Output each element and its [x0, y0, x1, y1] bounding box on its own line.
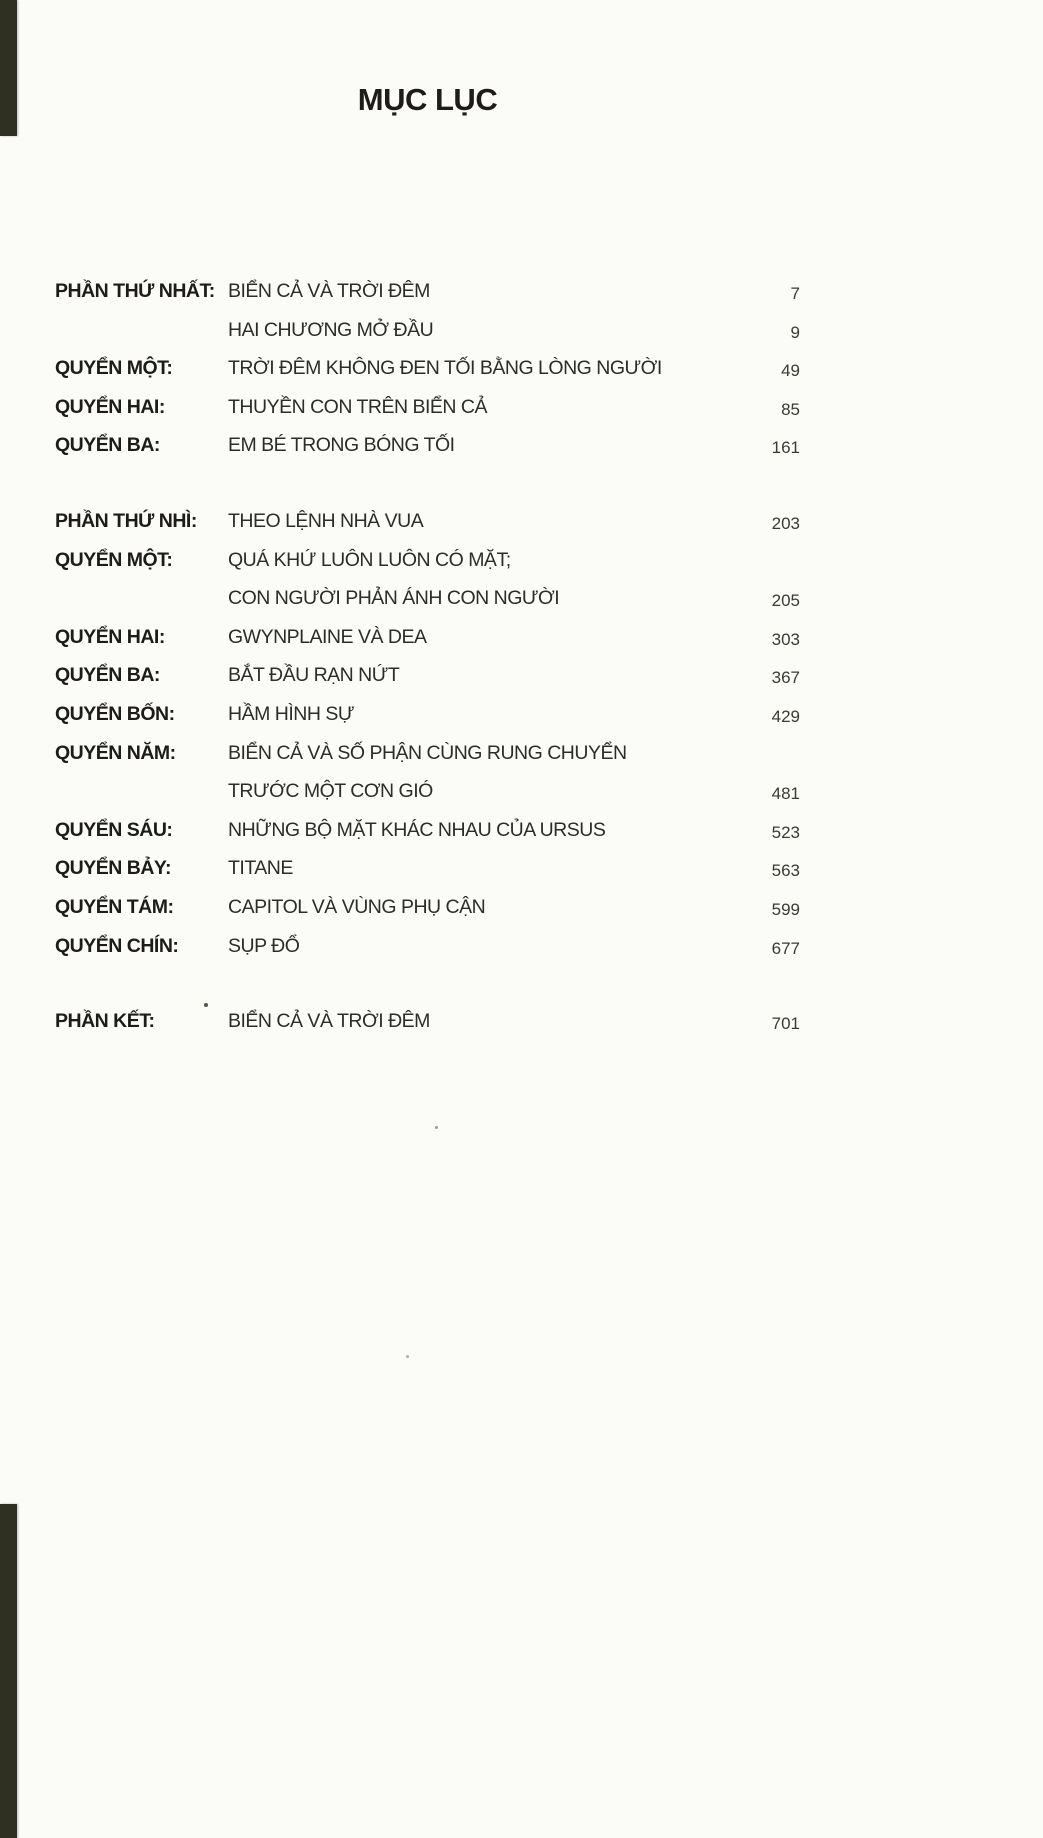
- toc-row-page: 161: [771, 438, 800, 458]
- toc-row-page: 7: [790, 284, 800, 303]
- toc-row-page: 563: [771, 861, 800, 881]
- toc-row-label: PHẦN KẾT:: [55, 1010, 155, 1033]
- toc-row-page: 367: [771, 668, 800, 688]
- toc-row: [55, 388, 800, 427]
- toc-row-label: QUYỂN BỐN:: [55, 702, 175, 725]
- toc-row-label: QUYỂN CHÍN:: [55, 934, 179, 957]
- toc-row-page: [730, 541, 800, 544]
- toc-row-title: NHỮNG BỘ MẶT KHÁC NHAU CỦA URSUS: [228, 818, 606, 841]
- toc-row-title: THEO LỆNH NHÀ VUA: [228, 509, 424, 532]
- toc-row-title: THUYỀN CON TRÊN BIỂN CẢ: [228, 395, 488, 418]
- toc-row-page: 203: [771, 513, 800, 533]
- toc-row-page: 303: [771, 629, 800, 649]
- toc-row-page: 701: [771, 1014, 800, 1034]
- toc-row-title: CON NGƯỜI PHẢN ÁNH CON NGƯỜI: [228, 587, 560, 610]
- section-gap: [55, 965, 800, 1002]
- toc-row: [55, 656, 800, 695]
- toc-row-title: BIỂN CẢ VÀ TRỜI ĐÊM: [228, 1010, 430, 1033]
- toc-row-title: EM BÉ TRONG BÓNG TỐI: [228, 434, 455, 457]
- toc-row-title: BIỂN CẢ VÀ TRỜI ĐÊM: [228, 280, 430, 302]
- toc-row-title: TITANE: [228, 857, 293, 880]
- toc-row-title: BIỂN CẢ VÀ SỐ PHẬN CÙNG RUNG CHUYỂN: [228, 741, 627, 764]
- toc-row: [55, 1002, 800, 1041]
- toc-row-label: QUYỂN MỘT:: [55, 357, 173, 380]
- toc-row-title: HAI CHƯƠNG MỞ ĐẦU: [228, 318, 434, 341]
- scanned-book-edge-top: [0, 0, 17, 136]
- scan-speck: [406, 1355, 409, 1358]
- toc-row-title: GWYNPLAINE VÀ DEA: [228, 625, 427, 648]
- toc-row: [55, 618, 800, 657]
- toc-row: [55, 426, 800, 465]
- toc-row-label: PHẦN THỨ NHÌ:: [55, 509, 197, 532]
- toc-row-page: 205: [771, 591, 800, 611]
- toc-row-page: 429: [771, 706, 800, 726]
- toc-row-label: QUYỂN BA:: [55, 434, 160, 457]
- toc-row-title: SỤP ĐỔ: [228, 934, 300, 957]
- toc-row: [55, 927, 800, 966]
- toc-row-label: QUYỂN HAI:: [55, 625, 165, 648]
- toc-row: [55, 349, 800, 388]
- toc-row-page: 481: [771, 784, 800, 804]
- scan-speck: [204, 1003, 208, 1007]
- toc-row-page: 85: [781, 399, 800, 419]
- toc-row-label: QUYỂN SÁU:: [55, 818, 173, 841]
- toc-row: [55, 849, 800, 888]
- toc-row: [55, 502, 800, 541]
- toc-row: [55, 888, 800, 927]
- toc-row-label: QUYỂN NĂM:: [55, 741, 176, 764]
- toc-row: [55, 311, 800, 350]
- section-gap: [55, 465, 800, 502]
- toc-row-title: CAPITOL VÀ VÙNG PHỤ CẬN: [228, 895, 486, 918]
- scan-speck: [435, 1126, 438, 1129]
- toc-row-page: [730, 734, 800, 737]
- page-title: MỤC LỤC: [357, 82, 498, 117]
- toc-row: [55, 734, 800, 773]
- toc-row-label: PHẦN THỨ NHẤT:: [55, 280, 215, 302]
- toc-row-page: 49: [781, 361, 800, 381]
- toc-row: [55, 695, 800, 734]
- scanned-book-edge-bottom: [0, 1504, 17, 1838]
- toc-row: [55, 811, 800, 850]
- toc-row-page: 677: [771, 938, 800, 958]
- toc-list: [55, 272, 800, 1041]
- toc-row-page: 9: [790, 322, 800, 342]
- toc-row: [55, 772, 800, 811]
- toc-row-label: QUYỂN BẢY:: [55, 857, 171, 880]
- toc-row: [55, 541, 800, 580]
- toc-row-page: 599: [771, 899, 800, 919]
- toc-row-label: QUYỂN HAI:: [55, 395, 165, 418]
- toc-row-label: QUYỂN TÁM:: [55, 895, 174, 918]
- toc-row: [55, 579, 800, 618]
- toc-row-title: QUÁ KHỨ LUÔN LUÔN CÓ MẶT;: [228, 548, 511, 571]
- toc-row-title: TRƯỚC MỘT CƠN GIÓ: [228, 780, 433, 803]
- toc-row-title: BẮT ĐẦU RẠN NỨT: [228, 664, 400, 687]
- toc-row-label: QUYỂN MỘT:: [55, 548, 173, 571]
- toc-row: [55, 272, 800, 311]
- toc-row-title: HẦM HÌNH SỰ: [228, 702, 354, 725]
- toc-row-title: TRỜI ĐÊM KHÔNG ĐEN TỐI BẰNG LÒNG NGƯỜI: [228, 357, 662, 380]
- toc-row-page: 523: [771, 822, 800, 842]
- toc-row-label: QUYỂN BA:: [55, 664, 160, 687]
